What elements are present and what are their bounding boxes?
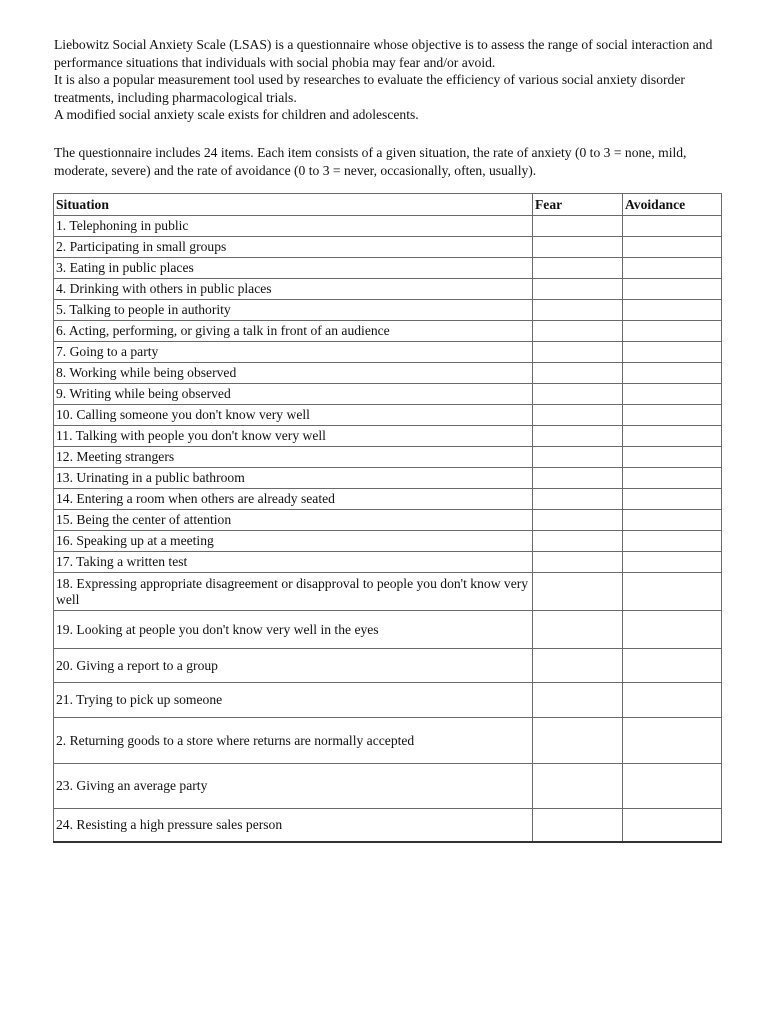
fear-cell[interactable] <box>533 216 623 237</box>
fear-cell[interactable] <box>533 384 623 405</box>
fear-cell[interactable] <box>533 468 623 489</box>
avoidance-cell[interactable] <box>623 405 722 426</box>
avoidance-cell[interactable] <box>623 531 722 552</box>
table-row <box>54 237 722 258</box>
intro-line-2: It is also a popular measurement tool used by researches to evaluate the efficiency of various social anxiety disorder treatments, including pharmacological trials. <box>54 72 685 105</box>
situation-cell: 16. Speaking up at a meeting <box>54 531 533 552</box>
situation-cell: 4. Drinking with others in public places <box>54 279 533 300</box>
fear-cell[interactable] <box>533 611 623 649</box>
intro-line-3: A modified social anxiety scale exists for children and adolescents. <box>54 107 419 123</box>
avoidance-cell[interactable] <box>623 279 722 300</box>
fear-cell[interactable] <box>533 489 623 510</box>
table-row <box>54 342 722 363</box>
avoidance-cell[interactable] <box>623 611 722 649</box>
fear-cell[interactable] <box>533 510 623 531</box>
situation-cell: 10. Calling someone you don't know very well <box>54 405 533 426</box>
avoidance-cell[interactable] <box>623 237 722 258</box>
situation-cell: 24. Resisting a high pressure sales person <box>54 809 533 843</box>
fear-cell[interactable] <box>533 405 623 426</box>
avoidance-cell[interactable] <box>623 321 722 342</box>
situation-cell: 17. Taking a written test <box>54 552 533 573</box>
table-row <box>54 809 722 843</box>
avoidance-cell[interactable] <box>623 573 722 611</box>
fear-cell[interactable] <box>533 279 623 300</box>
situation-cell: 8. Working while being observed <box>54 363 533 384</box>
description-text: The questionnaire includes 24 items. Each item consists of a given situation, the rate of anxiety (0 to 3 = none, mild, moderate, severe) and the rate of avoidance (0 to 3 = never, occasionally, often, usually). <box>54 145 687 178</box>
table-row <box>54 611 722 649</box>
fear-cell[interactable] <box>533 237 623 258</box>
fear-header: Fear <box>533 194 623 216</box>
situation-cell: 13. Urinating in a public bathroom <box>54 468 533 489</box>
table-row <box>54 405 722 426</box>
fear-cell[interactable] <box>533 809 623 843</box>
avoidance-cell[interactable] <box>623 384 722 405</box>
lsas-table <box>53 193 722 843</box>
table-row <box>54 363 722 384</box>
questionnaire-description <box>54 144 734 179</box>
table-row <box>54 300 722 321</box>
fear-cell[interactable] <box>533 718 623 764</box>
situation-cell: 7. Going to a party <box>54 342 533 363</box>
avoidance-cell[interactable] <box>623 426 722 447</box>
situation-header: Situation <box>54 194 533 216</box>
fear-cell[interactable] <box>533 342 623 363</box>
avoidance-cell[interactable] <box>623 510 722 531</box>
situation-cell: 20. Giving a report to a group <box>54 649 533 683</box>
table-row <box>54 764 722 809</box>
avoidance-cell[interactable] <box>623 718 722 764</box>
table-row <box>54 683 722 718</box>
fear-cell[interactable] <box>533 321 623 342</box>
fear-cell[interactable] <box>533 552 623 573</box>
table-row <box>54 321 722 342</box>
avoidance-cell[interactable] <box>623 809 722 843</box>
intro-paragraph <box>54 36 734 124</box>
situation-cell: 23. Giving an average party <box>54 764 533 809</box>
avoidance-cell[interactable] <box>623 683 722 718</box>
situation-cell: 1. Telephoning in public <box>54 216 533 237</box>
fear-cell[interactable] <box>533 683 623 718</box>
fear-cell[interactable] <box>533 649 623 683</box>
fear-cell[interactable] <box>533 258 623 279</box>
situation-cell: 2. Returning goods to a store where returns are normally accepted <box>54 718 533 764</box>
table-row <box>54 718 722 764</box>
table-row <box>54 531 722 552</box>
situation-cell: 6. Acting, performing, or giving a talk in front of an audience <box>54 321 533 342</box>
avoidance-cell[interactable] <box>623 342 722 363</box>
avoidance-cell[interactable] <box>623 468 722 489</box>
table-row <box>54 384 722 405</box>
avoidance-cell[interactable] <box>623 649 722 683</box>
table-row <box>54 573 722 611</box>
table-row <box>54 510 722 531</box>
situation-cell: 18. Expressing appropriate disagreement or disapproval to people you don't know very well <box>54 573 533 611</box>
avoidance-header: Avoidance <box>623 194 722 216</box>
intro-line-1: Liebowitz Social Anxiety Scale (LSAS) is a questionnaire whose objective is to assess the range of social interaction and performance situations that individuals with social phobia may fear and/or avoid. <box>54 37 713 70</box>
situation-cell: 2. Participating in small groups <box>54 237 533 258</box>
avoidance-cell[interactable] <box>623 489 722 510</box>
fear-cell[interactable] <box>533 300 623 321</box>
fear-cell[interactable] <box>533 531 623 552</box>
table-header-row <box>54 194 722 216</box>
avoidance-cell[interactable] <box>623 216 722 237</box>
avoidance-cell[interactable] <box>623 300 722 321</box>
fear-cell[interactable] <box>533 426 623 447</box>
situation-cell: 3. Eating in public places <box>54 258 533 279</box>
situation-cell: 21. Trying to pick up someone <box>54 683 533 718</box>
avoidance-cell[interactable] <box>623 764 722 809</box>
avoidance-cell[interactable] <box>623 552 722 573</box>
table-row <box>54 489 722 510</box>
fear-cell[interactable] <box>533 573 623 611</box>
avoidance-cell[interactable] <box>623 447 722 468</box>
fear-cell[interactable] <box>533 363 623 384</box>
table-row <box>54 279 722 300</box>
situation-cell: 9. Writing while being observed <box>54 384 533 405</box>
table-row <box>54 552 722 573</box>
table-row <box>54 649 722 683</box>
situation-cell: 19. Looking at people you don't know very well in the eyes <box>54 611 533 649</box>
situation-cell: 11. Talking with people you don't know very well <box>54 426 533 447</box>
table-row <box>54 258 722 279</box>
fear-cell[interactable] <box>533 447 623 468</box>
table-row <box>54 447 722 468</box>
fear-cell[interactable] <box>533 764 623 809</box>
table-row <box>54 468 722 489</box>
table-row <box>54 426 722 447</box>
situation-cell: 15. Being the center of attention <box>54 510 533 531</box>
situation-cell: 5. Talking to people in authority <box>54 300 533 321</box>
situation-cell: 14. Entering a room when others are already seated <box>54 489 533 510</box>
situation-cell: 12. Meeting strangers <box>54 447 533 468</box>
avoidance-cell[interactable] <box>623 363 722 384</box>
table-row <box>54 216 722 237</box>
avoidance-cell[interactable] <box>623 258 722 279</box>
